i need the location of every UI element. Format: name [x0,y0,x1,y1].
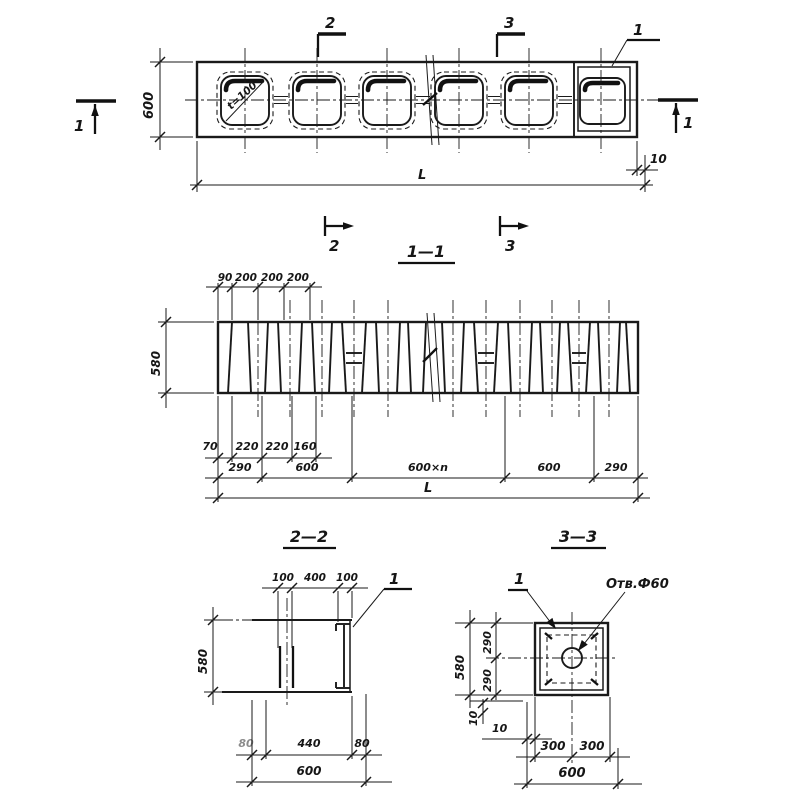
section-2-2-callout [353,570,412,627]
section-2-2 [196,527,412,787]
dim-label: 200 [261,272,283,284]
dim-label: 80 [354,737,370,750]
dim-label: 580 [453,654,467,680]
dim-label: 160 [293,440,317,453]
section-marker-3-bottom [500,216,529,255]
plan-section-markers [74,14,698,255]
section-marker-3-top [497,14,525,57]
section-2-2-bottom-dims [236,694,392,787]
dim-label: 300 [540,739,566,753]
dim-label: 600 [142,91,157,119]
dim-label: 400 [304,572,326,584]
section-1-1 [149,242,650,503]
dim-label: 580 [196,648,210,674]
marker-1-label: 1 [683,114,694,132]
section-marker-1-left [74,101,116,135]
hole-callout [575,577,669,653]
section-2-2-title [283,527,336,548]
marker-1-label: 1 [74,117,85,135]
dim-end-gap-10 [626,141,667,176]
dim-label: 100 [272,572,294,584]
dim-label: 580 [149,350,163,376]
section-3-3-left-dims [453,610,533,708]
marker-2-label: 2 [329,237,340,255]
marker-3-label: 3 [504,14,515,32]
callout-1-label: 1 [633,21,644,39]
dim-label: 220 [235,440,259,453]
dim-label: 200 [235,272,257,284]
section-1-1-title [398,242,455,263]
dim-label: 300 [579,739,605,753]
section-2-2-top-dims [262,572,368,648]
section-1-1-height-dim [149,308,214,408]
section-3-3-bottom-dims [514,697,642,789]
dim-label: 290 [481,631,494,654]
dim-label: 80 [238,737,254,750]
section-marker-2-top [318,14,346,57]
callout-1-label: 1 [389,570,400,588]
section-3-3 [453,527,669,789]
dim-label: 10 [467,710,480,726]
dim-label: 600 [537,461,561,474]
hole-note: t=100 [224,79,260,113]
dim-label: 290 [481,669,494,692]
dim-label: 600×n [407,461,449,474]
section-title: 1—1 [406,242,446,261]
callout-1-label: 1 [514,570,525,588]
callout-end-piece [612,21,660,66]
hole-note-label: Отв.Ф60 [606,577,669,592]
embedded-channel [336,620,350,692]
dim-label: 220 [265,440,289,453]
corner-marks [545,633,598,685]
marker-2-label: 2 [325,14,336,32]
dim-width-600 [142,48,193,150]
dim-label: 70 [202,440,218,453]
dim-label: 90 [217,272,233,284]
section-marker-2-bottom [325,216,354,255]
dim-label: 440 [297,737,321,750]
dim-label: 600 [295,461,319,474]
dim-label: 10 [492,722,508,735]
plan-hole [580,78,625,124]
dim-label: 600 [296,764,322,778]
dim-label: L [424,481,433,496]
plan-view [74,14,698,255]
section-1-1-bottom-dims [202,396,650,503]
section-marker-1-right [658,100,698,133]
dim-length-L [190,141,653,192]
section-2-2-body [220,598,352,706]
dim-label: 290 [228,461,252,474]
dim-label: 10 [650,152,667,166]
section-3-3-gap-dims [467,697,552,788]
plan-holes [217,72,625,129]
section-1-1-centerlines [258,300,609,417]
marker-3-label: 3 [505,237,516,255]
section-title: 2—2 [289,527,329,546]
dim-label: 100 [336,572,358,584]
section-2-2-height-dim [196,607,222,705]
dim-label: L [418,168,427,183]
plan-slab-outline [197,62,637,137]
section-3-3-title [551,527,606,548]
dim-label: 290 [604,461,628,474]
plan-dimensions [142,48,667,192]
dim-label: 600 [558,766,586,781]
dim-label: 200 [287,272,309,284]
section-1-1-top-dims [206,272,322,320]
section-3-3-callout [508,570,559,631]
section-title: 3—3 [558,527,598,546]
